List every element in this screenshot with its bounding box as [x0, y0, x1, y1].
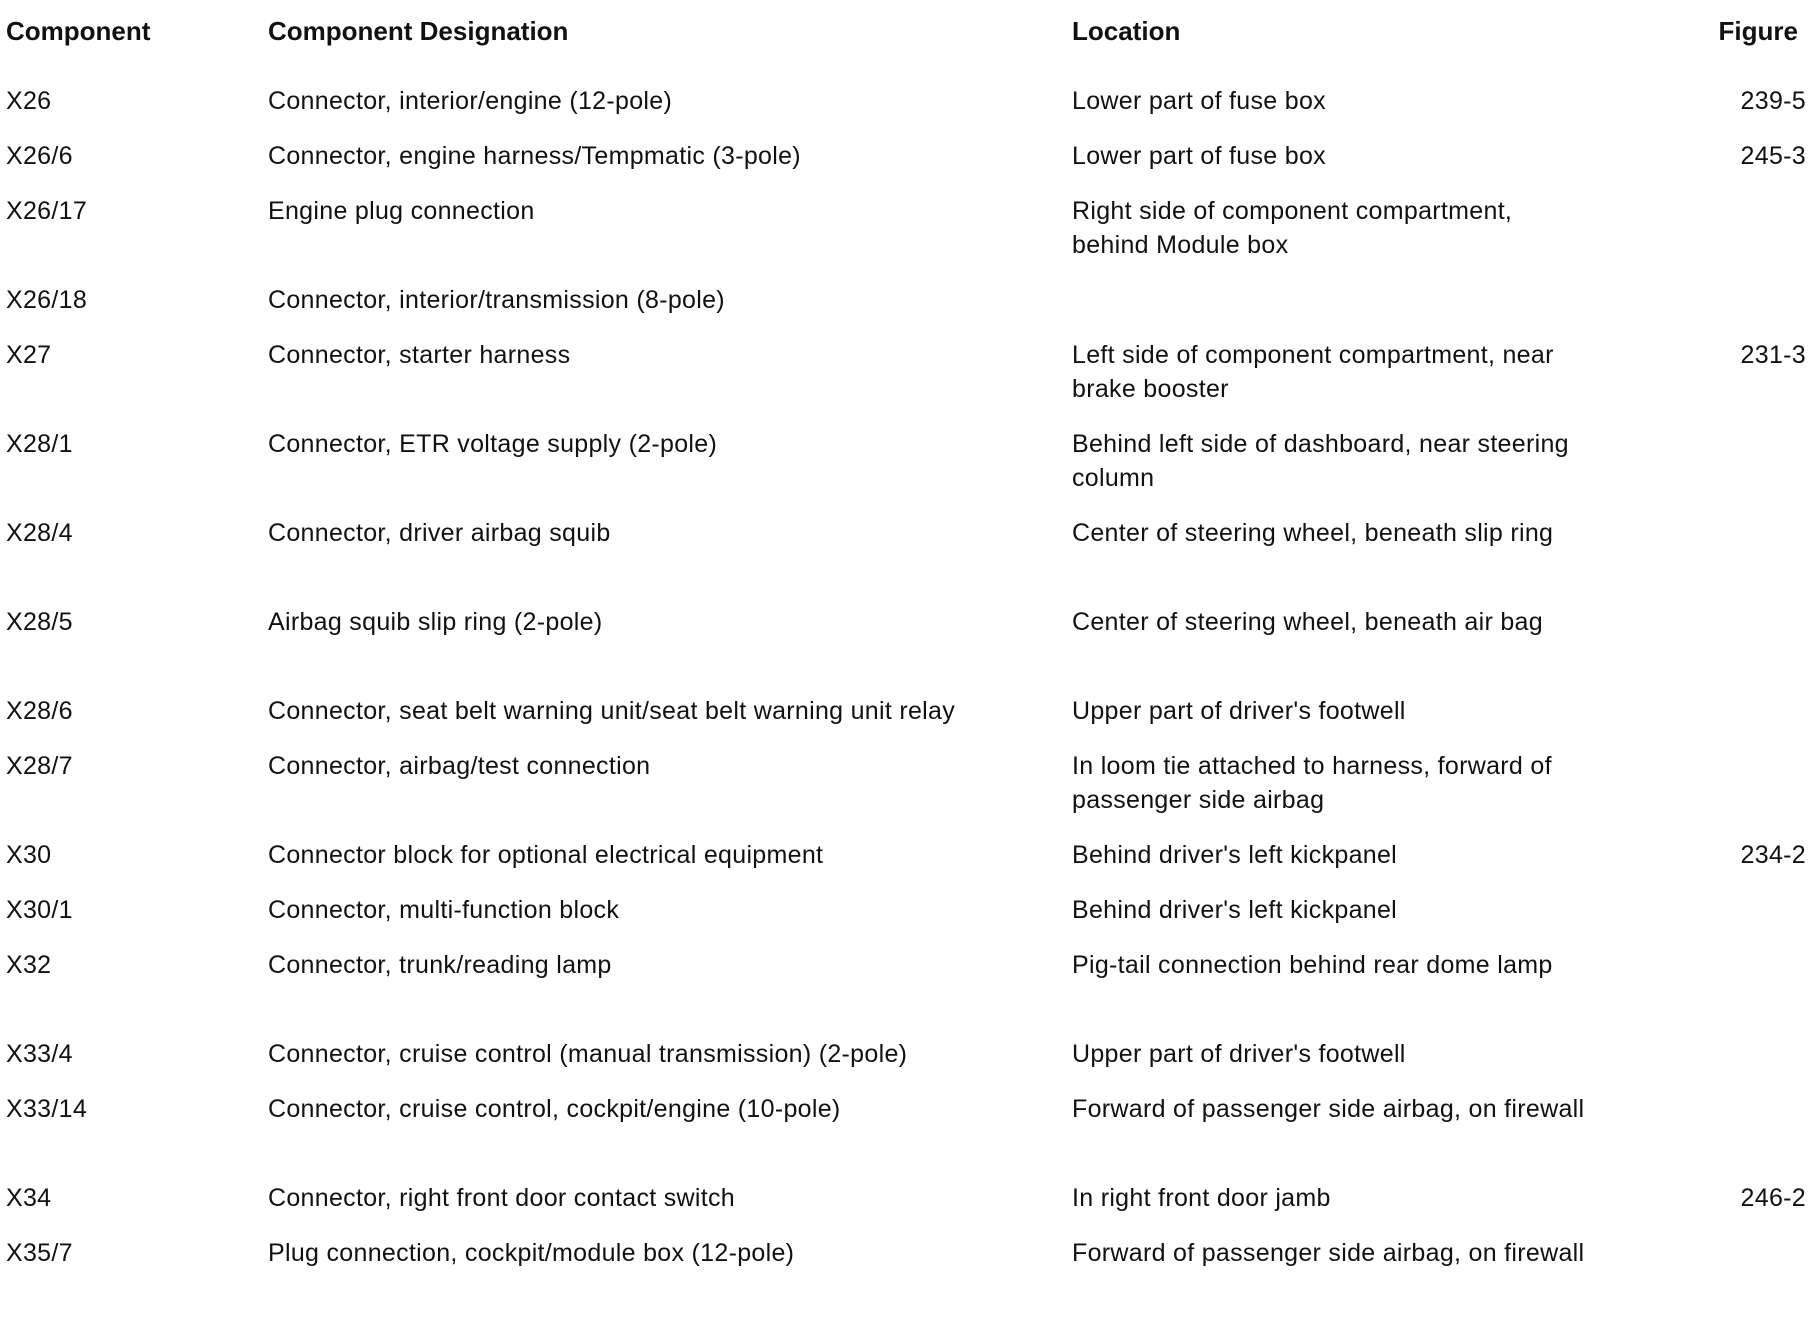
table-row: [0, 194, 1810, 283]
cell-designation: Connector, ETR voltage supply (2-pole): [268, 430, 718, 458]
cell-designation: Connector, cruise control (manual transmission) (2-pole): [268, 1040, 908, 1068]
cell-designation: Connector, multi-function block: [268, 896, 620, 924]
cell-location: Upper part of driver's footwell: [1072, 697, 1406, 725]
table-header: [0, 14, 1810, 54]
table-row: [0, 84, 1810, 139]
cell-location: Lower part of fuse box: [1072, 87, 1326, 115]
cell-component: X27: [6, 341, 52, 369]
table-row: [0, 1181, 1810, 1236]
cell-component: X28/4: [6, 519, 73, 547]
cell-location: Center of steering wheel, beneath slip ring: [1072, 519, 1554, 547]
cell-component: X26/18: [6, 286, 88, 314]
cell-component: X28/1: [6, 430, 73, 458]
cell-component: X28/6: [6, 697, 73, 725]
cell-designation: Engine plug connection: [268, 197, 535, 225]
header-component: Component: [6, 16, 151, 46]
cell-figure: 245-3: [1740, 142, 1806, 170]
cell-location: Behind driver's left kickpanel: [1072, 896, 1398, 924]
cell-component: X33/14: [6, 1095, 88, 1123]
table-row: [0, 427, 1810, 516]
cell-component: X30/1: [6, 896, 73, 924]
cell-location: Left side of component compartment, near brake booster: [1072, 341, 1554, 403]
table-row: [0, 749, 1810, 838]
header-figure: Figure: [1718, 16, 1798, 46]
cell-location: Upper part of driver's footwell: [1072, 1040, 1406, 1068]
cell-location: Behind driver's left kickpanel: [1072, 841, 1398, 869]
cell-location: Pig-tail connection behind rear dome lamp: [1072, 951, 1553, 979]
cell-designation: Connector, engine harness/Tempmatic (3-pole): [268, 142, 801, 170]
cell-figure: 231-3: [1740, 341, 1806, 369]
table-row: [0, 338, 1810, 427]
cell-component: X34: [6, 1184, 52, 1212]
cell-location: Right side of component compartment, behind Module box: [1072, 197, 1513, 259]
table-row: [0, 516, 1810, 605]
table-row: [0, 139, 1810, 194]
cell-designation: Connector, driver airbag squib: [268, 519, 611, 547]
cell-designation: Connector, airbag/test connection: [268, 752, 651, 780]
table-row: [0, 948, 1810, 1037]
cell-designation: Plug connection, cockpit/module box (12-pole): [268, 1239, 795, 1267]
table-body: [0, 84, 1810, 1325]
table-row: [0, 1037, 1810, 1092]
cell-designation: Connector block for optional electrical equipment: [268, 841, 824, 869]
cell-designation: Connector, cruise control, cockpit/engine (10-pole): [268, 1095, 841, 1123]
cell-designation: Connector, interior/transmission (8-pole): [268, 286, 725, 314]
cell-component: X26/6: [6, 142, 73, 170]
cell-location: In loom tie attached to harness, forward of passenger side airbag: [1072, 752, 1552, 814]
cell-figure: 246-2: [1740, 1184, 1806, 1212]
cell-figure: 239-5: [1740, 87, 1806, 115]
cell-location: Forward of passenger side airbag, on firewall: [1072, 1239, 1585, 1267]
table-row: [0, 1092, 1810, 1181]
cell-location: Forward of passenger side airbag, on firewall: [1072, 1095, 1585, 1123]
table-row: [0, 694, 1810, 749]
cell-location: Behind left side of dashboard, near steering column: [1072, 430, 1569, 492]
header-location: Location: [1072, 16, 1181, 46]
cell-component: X30: [6, 841, 52, 869]
cell-location: In right front door jamb: [1072, 1184, 1331, 1212]
table-row: [0, 838, 1810, 893]
cell-component: X28/5: [6, 608, 73, 636]
cell-designation: Connector, starter harness: [268, 341, 571, 369]
cell-designation: Airbag squib slip ring (2-pole): [268, 608, 603, 636]
cell-location: Center of steering wheel, beneath air bag: [1072, 608, 1543, 636]
cell-figure: 234-2: [1740, 841, 1806, 869]
cell-designation: Connector, trunk/reading lamp: [268, 951, 612, 979]
cell-component: X26: [6, 87, 52, 115]
cell-component: X33/4: [6, 1040, 73, 1068]
header-designation: Component Designation: [268, 16, 569, 46]
cell-designation: Connector, interior/engine (12-pole): [268, 87, 673, 115]
table-row: [0, 605, 1810, 694]
cell-designation: Connector, right front door contact switch: [268, 1184, 735, 1212]
cell-component: X26/17: [6, 197, 88, 225]
cell-component: X35/7: [6, 1239, 73, 1267]
cell-designation: Connector, seat belt warning unit/seat belt warning unit relay: [268, 697, 956, 725]
cell-component: X32: [6, 951, 52, 979]
table-row: [0, 283, 1810, 338]
cell-location: Lower part of fuse box: [1072, 142, 1326, 170]
cell-component: X28/7: [6, 752, 73, 780]
table-row: [0, 893, 1810, 948]
